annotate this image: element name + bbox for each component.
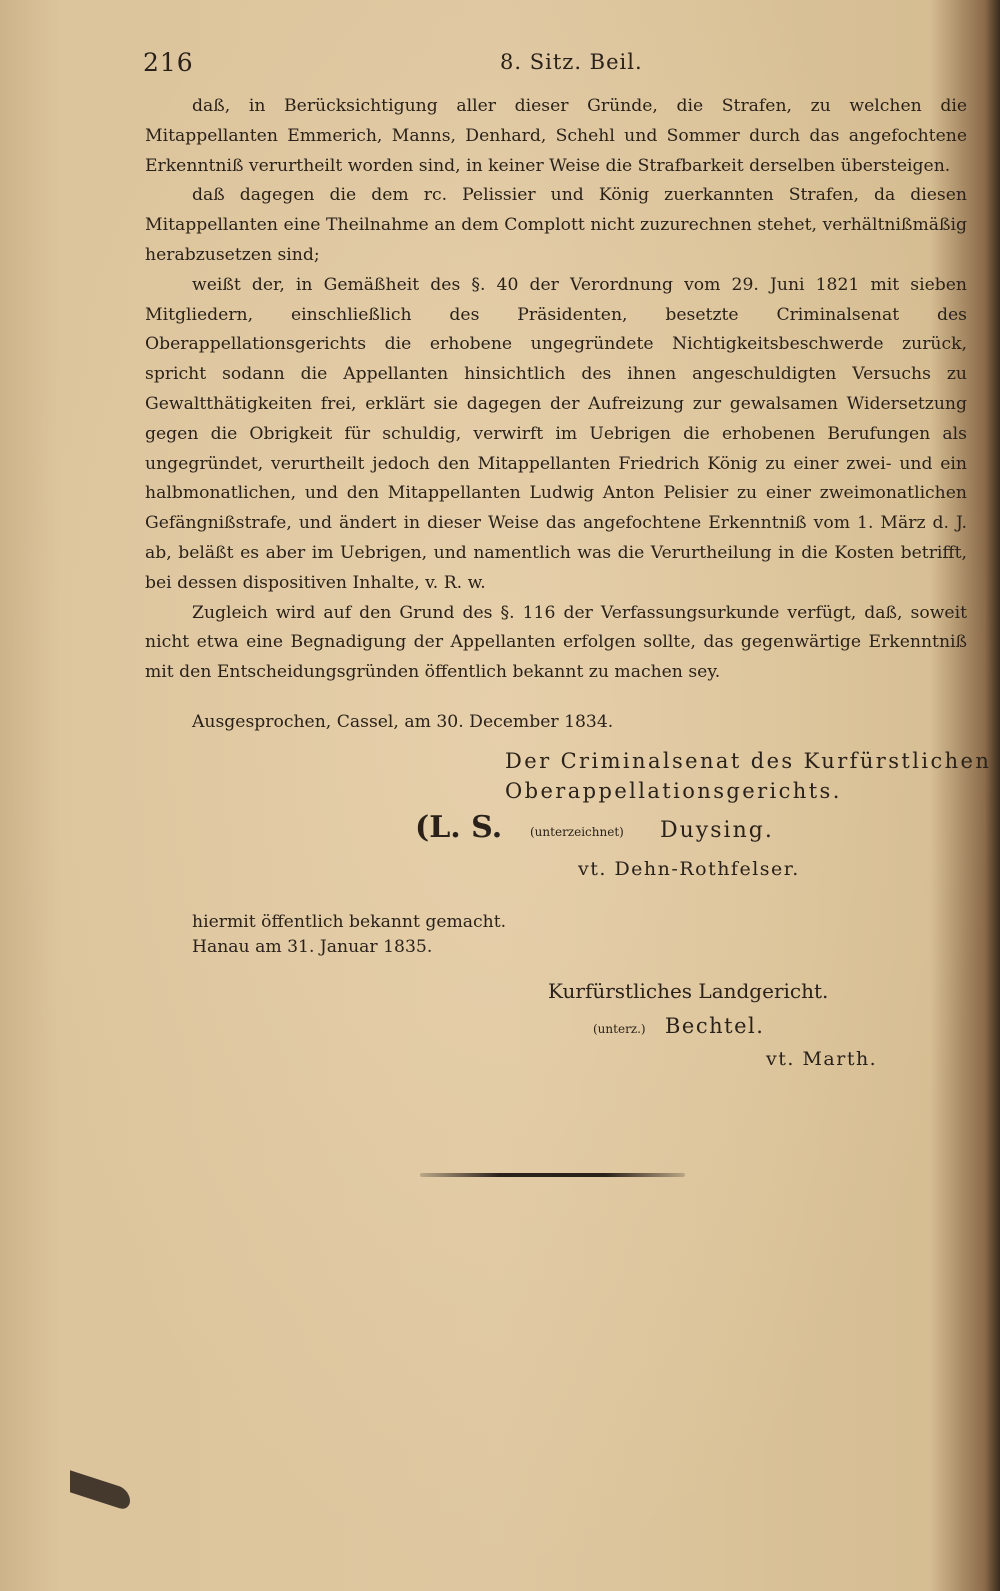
body-text [145, 92, 967, 688]
court-name-line-2: Oberappellationsgerichts. [505, 779, 842, 803]
signed-note-2: (unterz.) [593, 1022, 646, 1036]
countersignature: vt. Dehn-Rothfelser. [578, 858, 800, 880]
signed-note: (unterzeichnet) [530, 825, 624, 839]
ink-stain [70, 1470, 130, 1511]
countersignature-2: vt. Marth. [766, 1048, 878, 1070]
signatory-name-2: Bechtel. [665, 1014, 765, 1038]
pronouncement-line: Ausgesprochen, Cassel, am 30. December 1834. [192, 712, 614, 732]
court-name-line-1: Der Criminalsenat des Kurfürstlichen [505, 749, 992, 773]
paragraph-2: daß dagegen die dem rc. Pelissier und König zuerkannten Strafen, da diesen Mitappellanten eine Theilnahme an dem Complott nicht zuzurechnen stehet, verhältnißmäßig herabzusetzen sind; [145, 185, 967, 265]
regional-court-name: Kurfürstliches Landgericht. [548, 979, 829, 1003]
seal-mark: (L. S. [415, 810, 503, 845]
paragraph-3: weißt der, in Gemäßheit des §. 40 der Verordnung vom 29. Juni 1821 mit sieben Mitgliedern, einschließlich des Präsidenten, besetzte Criminalsenat des Oberappellationsgerichts die erhobene ungegründete Nichtigkeitsbeschwerde zurück, spricht sodann die Appellanten hinsichtlich des ihnen angeschuldigten Versuchs zu Gewaltthätigkeiten frei, erklärt sie dagegen der Aufreizung zur gewalsamen Widersetzung gegen die Obrigkeit für schuldig, verwirft im Uebrigen die erhobenen Berufungen als ungegründet, verurtheilt jedoch den Mitappellanten Friedrich König zu einer zwei- und ein halbmonatlichen, und den Mitappellanten Ludwig Anton Pelisier zu einer zweimonatlichen Gefängnißstrafe, und ändert in dieser Weise das angefochtene Erkenntniß vom 1. März d. J. ab, beläßt es aber im Uebrigen, und namentlich was die Verurtheilung in die Kosten betrifft, bei dessen dispositiven Inhalte, v. R. w. [145, 274, 967, 593]
paragraph-4: Zugleich wird auf den Grund des §. 116 der Verfassungsurkunde verfügt, daß, soweit nicht etwa eine Begnadigung der Appellanten erfolgen sollte, das gegenwärtige Erkenntniß mit den Entscheidungsgründen öffentlich bekannt zu machen sey. [145, 602, 967, 683]
court-name-block [505, 746, 991, 806]
closing-rule [420, 1173, 685, 1177]
paragraph-1: daß, in Berücksichtigung aller dieser Gründe, die Strafen, zu welchen die Mitappellanten Emmerich, Manns, Denhard, Schehl und Sommer durch das angefochtene Erkenntniß verurtheilt worden sind, in keiner Weise die Strafbarkeit derselben übersteigen. [145, 96, 967, 176]
running-head: 8. Sitz. Beil. [500, 50, 643, 74]
page-number: 216 [143, 48, 194, 77]
publication-note: hiermit öffentlich bekannt gemacht. [192, 912, 507, 932]
page-header [0, 48, 1000, 88]
signatory-name: Duysing. [660, 818, 774, 843]
publication-place-date: Hanau am 31. Januar 1835. [192, 937, 433, 957]
